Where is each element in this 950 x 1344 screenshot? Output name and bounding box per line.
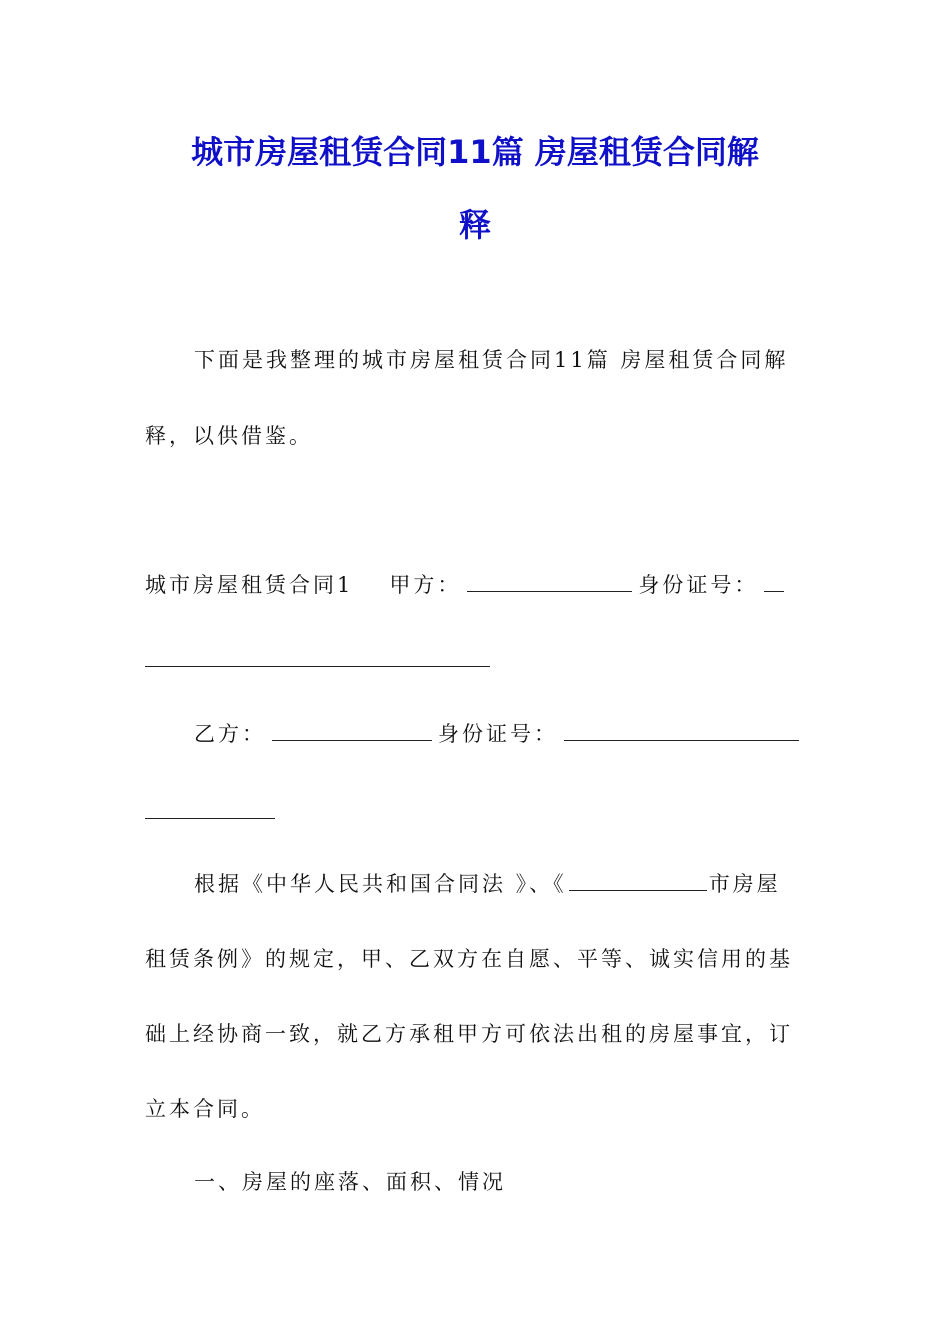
party-a-blank xyxy=(467,573,632,592)
party-a-label: 甲方： xyxy=(389,573,462,597)
basis-paragraph-line-4: 立本合同。 xyxy=(145,1097,265,1121)
document-title-line-2: 释 xyxy=(458,206,491,244)
party-a-id-blank-start xyxy=(764,573,784,592)
party-b-id-blank-continued xyxy=(145,818,275,819)
party-b-id-label: 身份证号： xyxy=(438,722,558,746)
party-b-id-blank-start xyxy=(564,722,799,741)
city-name-blank xyxy=(569,872,707,891)
contract-heading: 城市房屋租赁合同1 xyxy=(145,573,354,597)
contract-header-line xyxy=(145,570,810,600)
party-b-blank xyxy=(272,722,432,741)
basis-paragraph-line-2: 租赁条例》的规定，甲、乙双方在自愿、平等、诚实信用的基 xyxy=(145,947,793,971)
party-a-id-blank-continued xyxy=(145,666,490,667)
intro-paragraph-line-1: 下面是我整理的城市房屋租赁合同11篇 房屋租赁合同解 xyxy=(194,348,789,372)
section-1-heading: 一、房屋的座落、面积、情况 xyxy=(194,1170,506,1194)
party-a-id-label: 身份证号： xyxy=(638,573,759,597)
document-title-line-1: 城市房屋租赁合同11篇 房屋租赁合同解 xyxy=(191,133,759,171)
basis-text-part-1: 根据《中华人民共和国合同法 》、《 xyxy=(194,872,567,896)
basis-paragraph-line-3: 础上经协商一致，就乙方承租甲方可依法出租的房屋事宜，订 xyxy=(145,1022,793,1046)
party-b-line xyxy=(194,719,810,749)
basis-text-part-2: 市房屋 xyxy=(708,872,781,896)
party-b-label: 乙方： xyxy=(194,722,266,746)
basis-paragraph-line-1 xyxy=(194,869,810,899)
intro-paragraph-line-2: 释，以供借鉴。 xyxy=(145,424,313,448)
